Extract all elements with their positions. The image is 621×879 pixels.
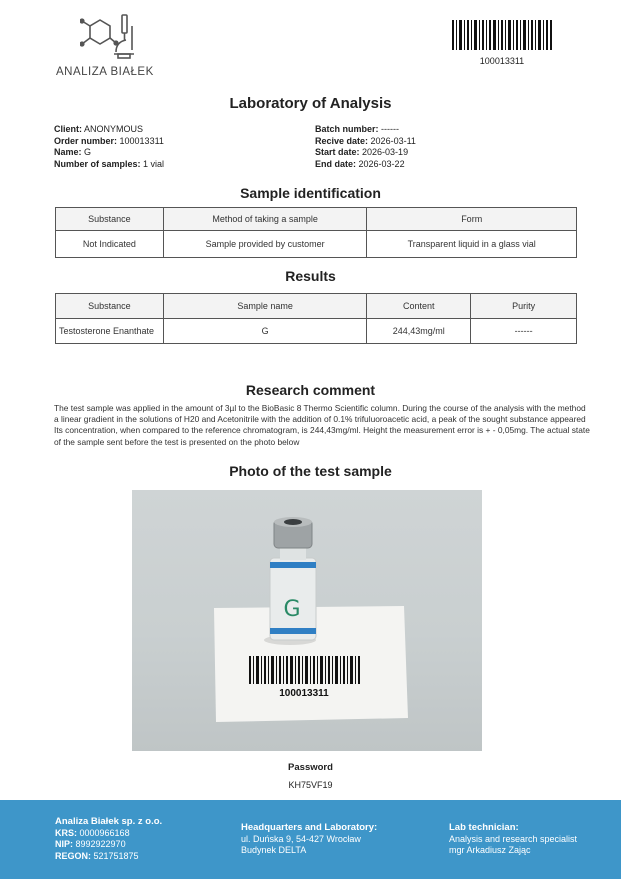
password-label: Password bbox=[288, 762, 333, 773]
nip-value: 8992922970 bbox=[75, 839, 126, 849]
sample-photo bbox=[132, 490, 482, 751]
table-header-row bbox=[56, 294, 577, 319]
barcode-number: 100013311 bbox=[479, 56, 525, 66]
krs-value: 0000966168 bbox=[79, 827, 130, 838]
barcode-top bbox=[452, 20, 552, 50]
label-number: 100013311 bbox=[279, 688, 329, 699]
nip-label: NIP: bbox=[55, 839, 73, 849]
client-line bbox=[54, 124, 164, 136]
receive-label: Recive date: bbox=[315, 135, 369, 146]
name-label: Name: bbox=[54, 147, 82, 157]
company-logo bbox=[52, 12, 162, 80]
footer-company bbox=[55, 816, 162, 862]
cap-hole bbox=[284, 519, 302, 525]
order-value: 100013311 bbox=[119, 135, 164, 146]
order-line bbox=[54, 136, 164, 148]
column-header: Substance bbox=[56, 294, 164, 319]
batch-info bbox=[315, 124, 416, 170]
table-cell: Testosterone Enanthate bbox=[56, 319, 164, 344]
logo-text: ANALIZA BIAŁEK bbox=[56, 66, 154, 78]
footer-lab-technician bbox=[449, 822, 577, 857]
start-line bbox=[315, 147, 416, 159]
column-header: Form bbox=[367, 208, 577, 231]
research-comment-text: The test sample was applied in the amount of 3µl to the BioBasic 8 Thermo Scientific column. During the course of the analysis with the method a linear gradient in the solutions of H20 and Acetonitrile with the addition of 0.1% trifuluoroacetic acid, a peak of the sought substance appeared Its concentration, when compared to the reference chromatogram, is 244,43mg/ml. Height the measurement error is + - 0,05mg. The actual state of the sample sent before the test is presented on the photo below bbox=[54, 403, 590, 447]
tech-name: mgr Arkadiusz Zając bbox=[449, 845, 531, 855]
molecule-microscope-icon bbox=[80, 12, 142, 62]
receive-value: 2026-03-11 bbox=[370, 135, 416, 146]
table-row bbox=[56, 319, 577, 344]
column-header: Substance bbox=[56, 208, 164, 231]
order-label: Order number: bbox=[54, 135, 118, 146]
vial-marking: G bbox=[283, 597, 301, 622]
column-header: Sample name bbox=[163, 294, 367, 319]
password-value: KH75VF19 bbox=[288, 780, 333, 790]
table-header-row bbox=[56, 208, 577, 231]
name-line bbox=[54, 147, 164, 159]
sample-identification-heading: Sample identification bbox=[240, 185, 381, 201]
vial-illustration bbox=[132, 490, 482, 751]
regon-line bbox=[55, 851, 162, 863]
regon-value: 521751875 bbox=[93, 850, 139, 861]
table-row bbox=[56, 231, 577, 258]
regon-label: REGON: bbox=[55, 850, 91, 861]
krs-label: KRS: bbox=[55, 827, 77, 838]
company-name: Analiza Białek sp. z o.o. bbox=[55, 816, 163, 827]
footer bbox=[0, 800, 621, 879]
client-info bbox=[54, 124, 164, 170]
column-header: Content bbox=[367, 294, 471, 319]
client-value: ANONYMOUS bbox=[84, 124, 144, 134]
end-line bbox=[315, 159, 416, 171]
footer-headquarters bbox=[241, 822, 377, 857]
results-table bbox=[55, 293, 577, 344]
table-cell: ------ bbox=[471, 319, 577, 344]
start-label: Start date: bbox=[315, 147, 360, 157]
table-cell: Sample provided by customer bbox=[163, 231, 367, 258]
hq-address: ul. Duńska 9, 54-427 Wrocław bbox=[241, 833, 361, 844]
column-header: Purity bbox=[471, 294, 577, 319]
photo-heading: Photo of the test sample bbox=[229, 463, 392, 479]
table-cell: Not Indicated bbox=[56, 231, 164, 258]
table-cell: Transparent liquid in a glass vial bbox=[367, 231, 577, 258]
vial-band-top bbox=[270, 562, 316, 568]
hq-heading: Headquarters and Laboratory: bbox=[241, 822, 378, 833]
samples-line bbox=[54, 159, 164, 171]
research-comment-heading: Research comment bbox=[245, 382, 376, 398]
batch-label: Batch number: bbox=[315, 124, 379, 134]
end-label: End date: bbox=[315, 158, 357, 169]
results-heading: Results bbox=[285, 268, 336, 284]
page-title: Laboratory of Analysis bbox=[229, 95, 392, 112]
samples-value: 1 vial bbox=[143, 158, 165, 169]
nip-line bbox=[55, 839, 162, 851]
tech-role: Analysis and research specialist bbox=[449, 833, 578, 844]
end-value: 2026-03-22 bbox=[358, 158, 405, 169]
sample-identification-table bbox=[55, 207, 577, 258]
column-header: Method of taking a sample bbox=[163, 208, 367, 231]
start-value: 2026-03-19 bbox=[362, 147, 409, 157]
receive-line bbox=[315, 136, 416, 148]
vial-band-bottom bbox=[270, 628, 316, 634]
samples-label: Number of samples: bbox=[54, 158, 141, 169]
table-cell: G bbox=[163, 319, 367, 344]
tech-heading: Lab technician: bbox=[449, 822, 519, 833]
batch-line bbox=[315, 124, 416, 136]
batch-value: ------ bbox=[381, 124, 400, 134]
krs-line bbox=[55, 828, 162, 840]
client-label: Client: bbox=[54, 124, 82, 134]
table-cell: 244,43mg/ml bbox=[367, 319, 471, 344]
name-value: G bbox=[84, 147, 92, 157]
hq-building: Budynek DELTA bbox=[241, 845, 307, 855]
